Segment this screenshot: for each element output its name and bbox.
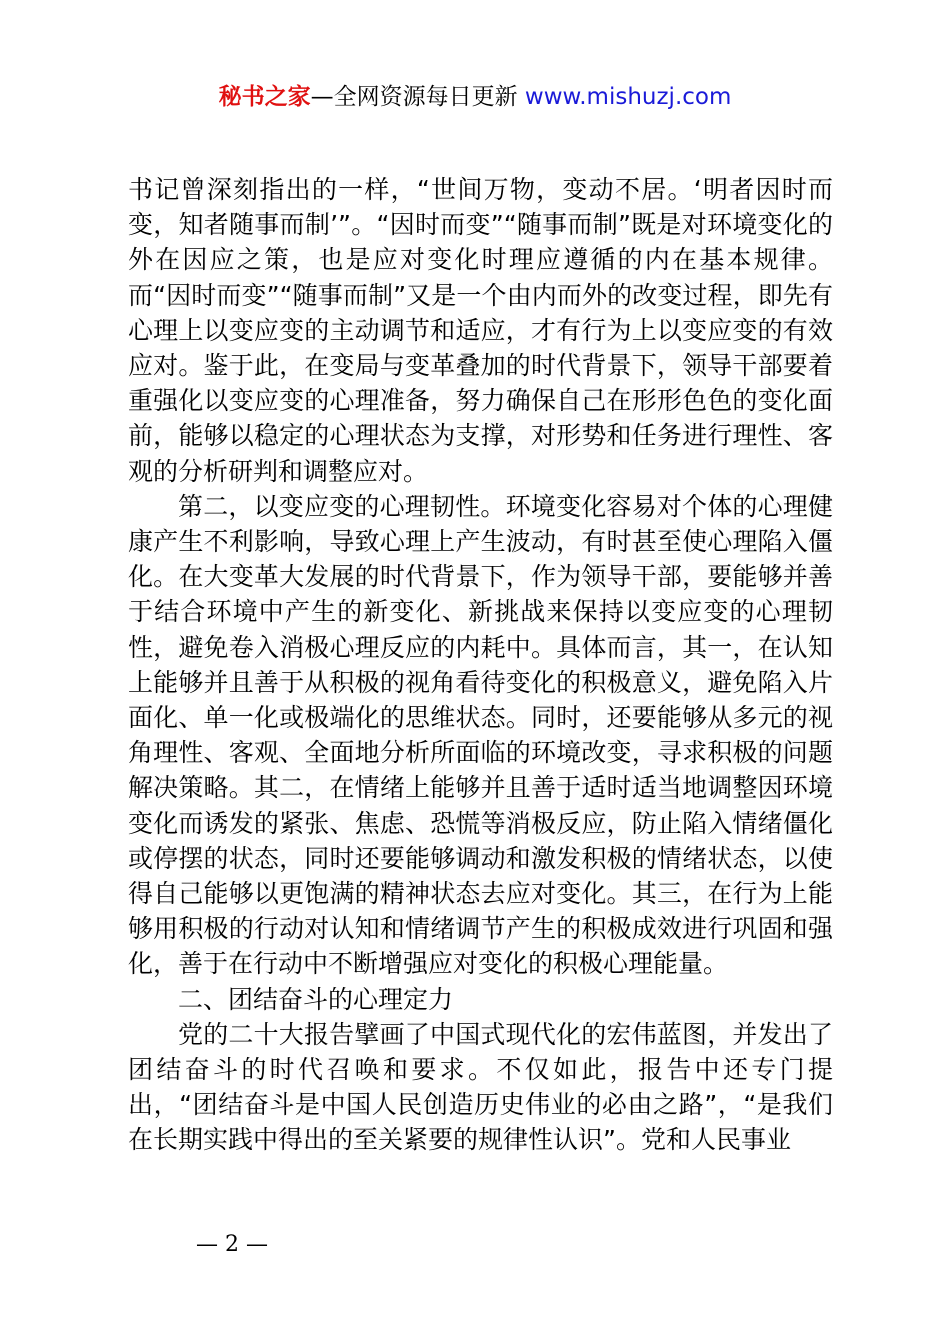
paragraph: 党的二十大报告擘画了中国式现代化的宏伟蓝图，并发出了团结奋斗的时代召唤和要求。不仅如此，报告中还专门提出，“团结奋斗是中国人民创造历史伟业的必由之路”，“是我们在长期实践中得出的至关紧要的规律性认识”。党和人民事业 xyxy=(128,1019,833,1155)
brand-name: 秘书之家 xyxy=(218,84,311,110)
website-link[interactable]: www.mishuzj.com xyxy=(524,84,732,110)
header-tagline: —全网资源每日更新 xyxy=(310,84,525,110)
document-body xyxy=(128,172,833,1158)
paragraph: 第二，以变应变的心理韧性。环境变化容易对个体的心理健康产生不利影响，导致心理上产生波动，有时甚至使心理陷入僵化。在大变革大发展的时代背景下，作为领导干部，要能够并善于结合环境中产生的新变化、新挑战来保持以变应变的心理韧性，避免卷入消极心理反应的内耗中。具体而言，其一，在认知上能够并且善于从积极的视角看待变化的积极意义，避免陷入片面化、单一化或极端化的思维状态。同时，还要能够从多元的视角理性、客观、全面地分析所面临的环境改变，寻求积极的问题解决策略。其二，在情绪上能够并且善于适时适当地调整因环境变化而诱发的紧张、焦虑、恐慌等消极反应，防止陷入情绪僵化或停摆的状态，同时还要能够调动和激发积极的情绪状态，以使得自己能够以更饱满的精神状态去应对变化。其三，在行为上能够用积极的行动对认知和情绪调节产生的积极成效进行巩固和强化，善于在行动中不断增强应对变化的积极心理能量。 xyxy=(128,491,833,979)
page-number: — 2 — xyxy=(196,1232,268,1257)
site-header xyxy=(0,80,950,114)
section-heading: 二、团结奋斗的心理定力 xyxy=(178,984,454,1014)
paragraph: 书记曾深刻指出的一样，“世间万物，变动不居。‘明者因时而变，知者随事而制’”。“因时而变”“随事而制”既是对环境变化的外在因应之策，也是应对变化时理应遵循的内在基本规律。而“因时而变”“随事而制”又是一个由内而外的改变过程，即先有心理上以变应变的主动调节和适应，才有行为上以变应变的有效应对。鉴于此，在变局与变革叠加的时代背景下，领导干部要着重强化以变应变的心理准备，努力确保自己在形形色色的变化面前，能够以稳定的心理状态为支撑，对形势和任务进行理性、客观的分析研判和调整应对。 xyxy=(128,175,833,486)
